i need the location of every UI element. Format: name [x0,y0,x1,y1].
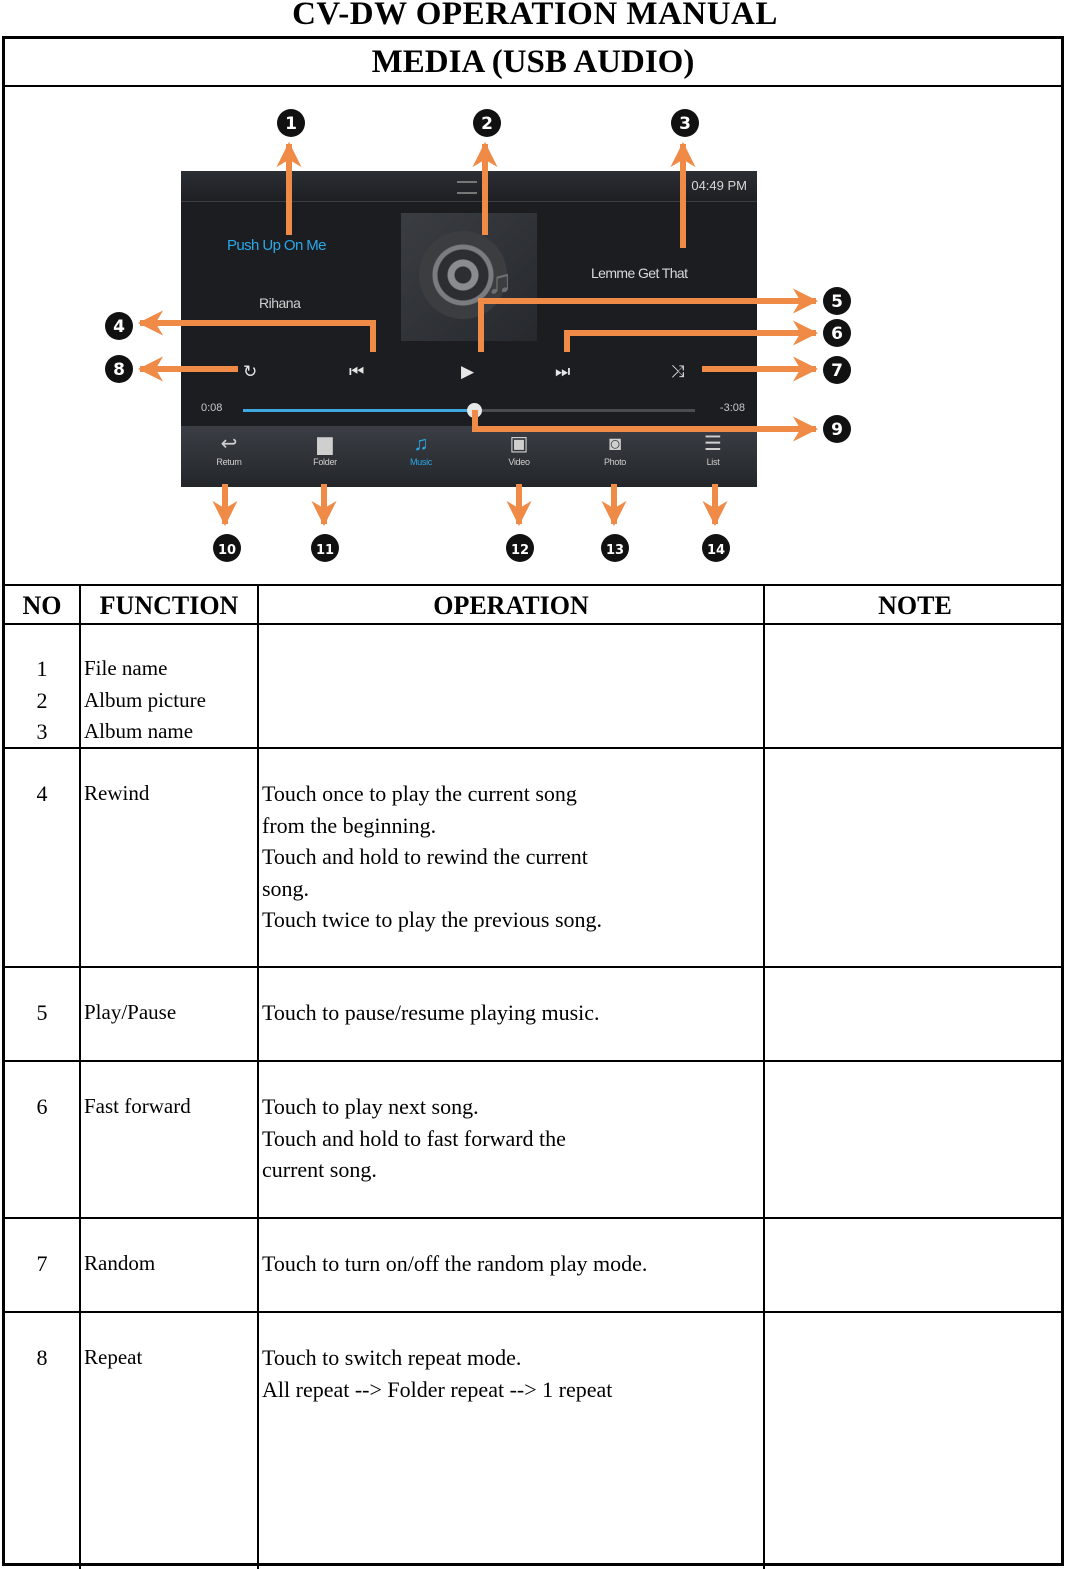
callout-badge-14 [702,534,730,562]
svg-text:5: 5 [831,292,843,312]
arrow-5 [481,301,813,349]
camera-icon: ◙ [608,433,622,455]
svg-text:4: 4 [113,317,125,337]
figure-area [5,87,1061,586]
time-elapsed: 0:08 [201,402,223,414]
callout-badge-5 [823,287,851,315]
arrow-4 [143,323,373,349]
svg-text:12: 12 [510,543,530,558]
header-function: FUNCTION [99,591,239,620]
list-icon: ☰ [704,433,722,455]
document-title: CV-DW OPERATION MANUAL [292,0,778,32]
row-operation: Touch to play next song. Touch and hold to fast forward the current song. [262,1094,566,1182]
album-name: Lemme Get That [591,265,688,281]
callout-badge-4 [105,312,133,340]
arrow-9 [475,413,813,429]
music-note-icon: ♫ [413,433,429,455]
callout-badge-11 [311,534,339,562]
row-function: Rewind [84,781,150,805]
shuffle-icon[interactable]: ⤨ [671,362,685,381]
clock: 04:49 PM [691,178,747,193]
callout-badge-7 [823,356,851,384]
row-function: Random [84,1251,156,1275]
table-divider [5,1311,1061,1313]
section-title: MEDIA (USB AUDIO) [5,39,1061,87]
return-arrow-icon: ↩ [220,433,238,455]
repeat-icon[interactable]: ↻ [243,362,258,381]
music-note-icon: ♫ [487,263,513,301]
arrow-6 [567,333,813,349]
folder-icon: ▆ [317,433,333,455]
svg-text:11: 11 [315,543,335,558]
callout-badge-1 [277,109,305,137]
video-icon: ▣ [509,433,529,455]
svg-text:14: 14 [706,543,726,558]
svg-text:7: 7 [831,361,843,381]
tab-return[interactable]: ↩ Return [199,432,259,468]
callout-badge-3 [671,109,699,137]
column-divider [257,586,259,1569]
svg-text:3: 3 [679,114,691,134]
callout-badge-9 [823,415,851,443]
row-function: Play/Pause [84,1000,177,1024]
header-note: NOTE [878,591,952,620]
row-number: 8 [36,1345,48,1370]
column-divider [79,586,81,1569]
row-function: Repeat [84,1345,143,1369]
row-number: 5 [36,1000,48,1025]
row-number: 4 [36,781,48,806]
callout-arrows [5,87,1069,586]
row-number: 7 [36,1251,48,1276]
column-divider [763,586,765,1569]
svg-text:2: 2 [481,114,493,134]
row-operation: Touch to switch repeat mode. All repeat --> Folder repeat --> 1 repeat [262,1345,613,1402]
svg-text:8: 8 [113,360,125,380]
header-operation: OPERATION [433,591,589,620]
row-function: Fast forward [84,1094,191,1118]
row-number: 1 2 3 [36,656,48,744]
table-divider [5,966,1061,968]
svg-text:9: 9 [831,420,843,440]
tab-music[interactable]: ♫ Music [391,432,451,468]
callout-badge-2 [473,109,501,137]
callout-badge-13 [601,534,629,562]
row-operation: Touch to pause/resume playing music. [262,1000,600,1025]
artist-name: Rihana [259,295,301,311]
row-operation: Touch once to play the current song from the beginning. Touch and hold to rewind the current song. Touch twice to play the previous song. [262,781,603,932]
row-function: File name Album picture Album name [84,656,206,743]
row-number: 6 [36,1094,48,1119]
fast-forward-icon[interactable]: ⏭ [555,362,568,381]
tab-list[interactable]: ☰ List [683,432,743,468]
table-divider [5,623,1061,625]
header-no: NO [22,591,62,620]
time-remaining: -3:08 [719,402,745,414]
svg-text:6: 6 [831,324,843,344]
svg-text:10: 10 [217,543,237,558]
callout-badge-8 [105,355,133,383]
callout-badge-12 [506,534,534,562]
tab-photo[interactable]: ◙ Photo [585,432,645,468]
callout-badge-10 [213,534,241,562]
rewind-icon[interactable]: ⏮ [349,362,362,381]
tab-folder[interactable]: ▆ Folder [295,432,355,468]
manual-frame [2,36,1064,1566]
svg-text:1: 1 [285,114,297,134]
row-operation: Touch to turn on/off the random play mode. [262,1251,648,1276]
tab-video[interactable]: ▣ Video [489,432,549,468]
play-icon[interactable]: ▶ [461,362,475,381]
callout-badge-6 [823,319,851,347]
table-divider [5,1060,1061,1062]
file-name: Push Up On Me [227,237,326,254]
svg-text:13: 13 [605,543,625,558]
table-divider [5,1217,1061,1219]
